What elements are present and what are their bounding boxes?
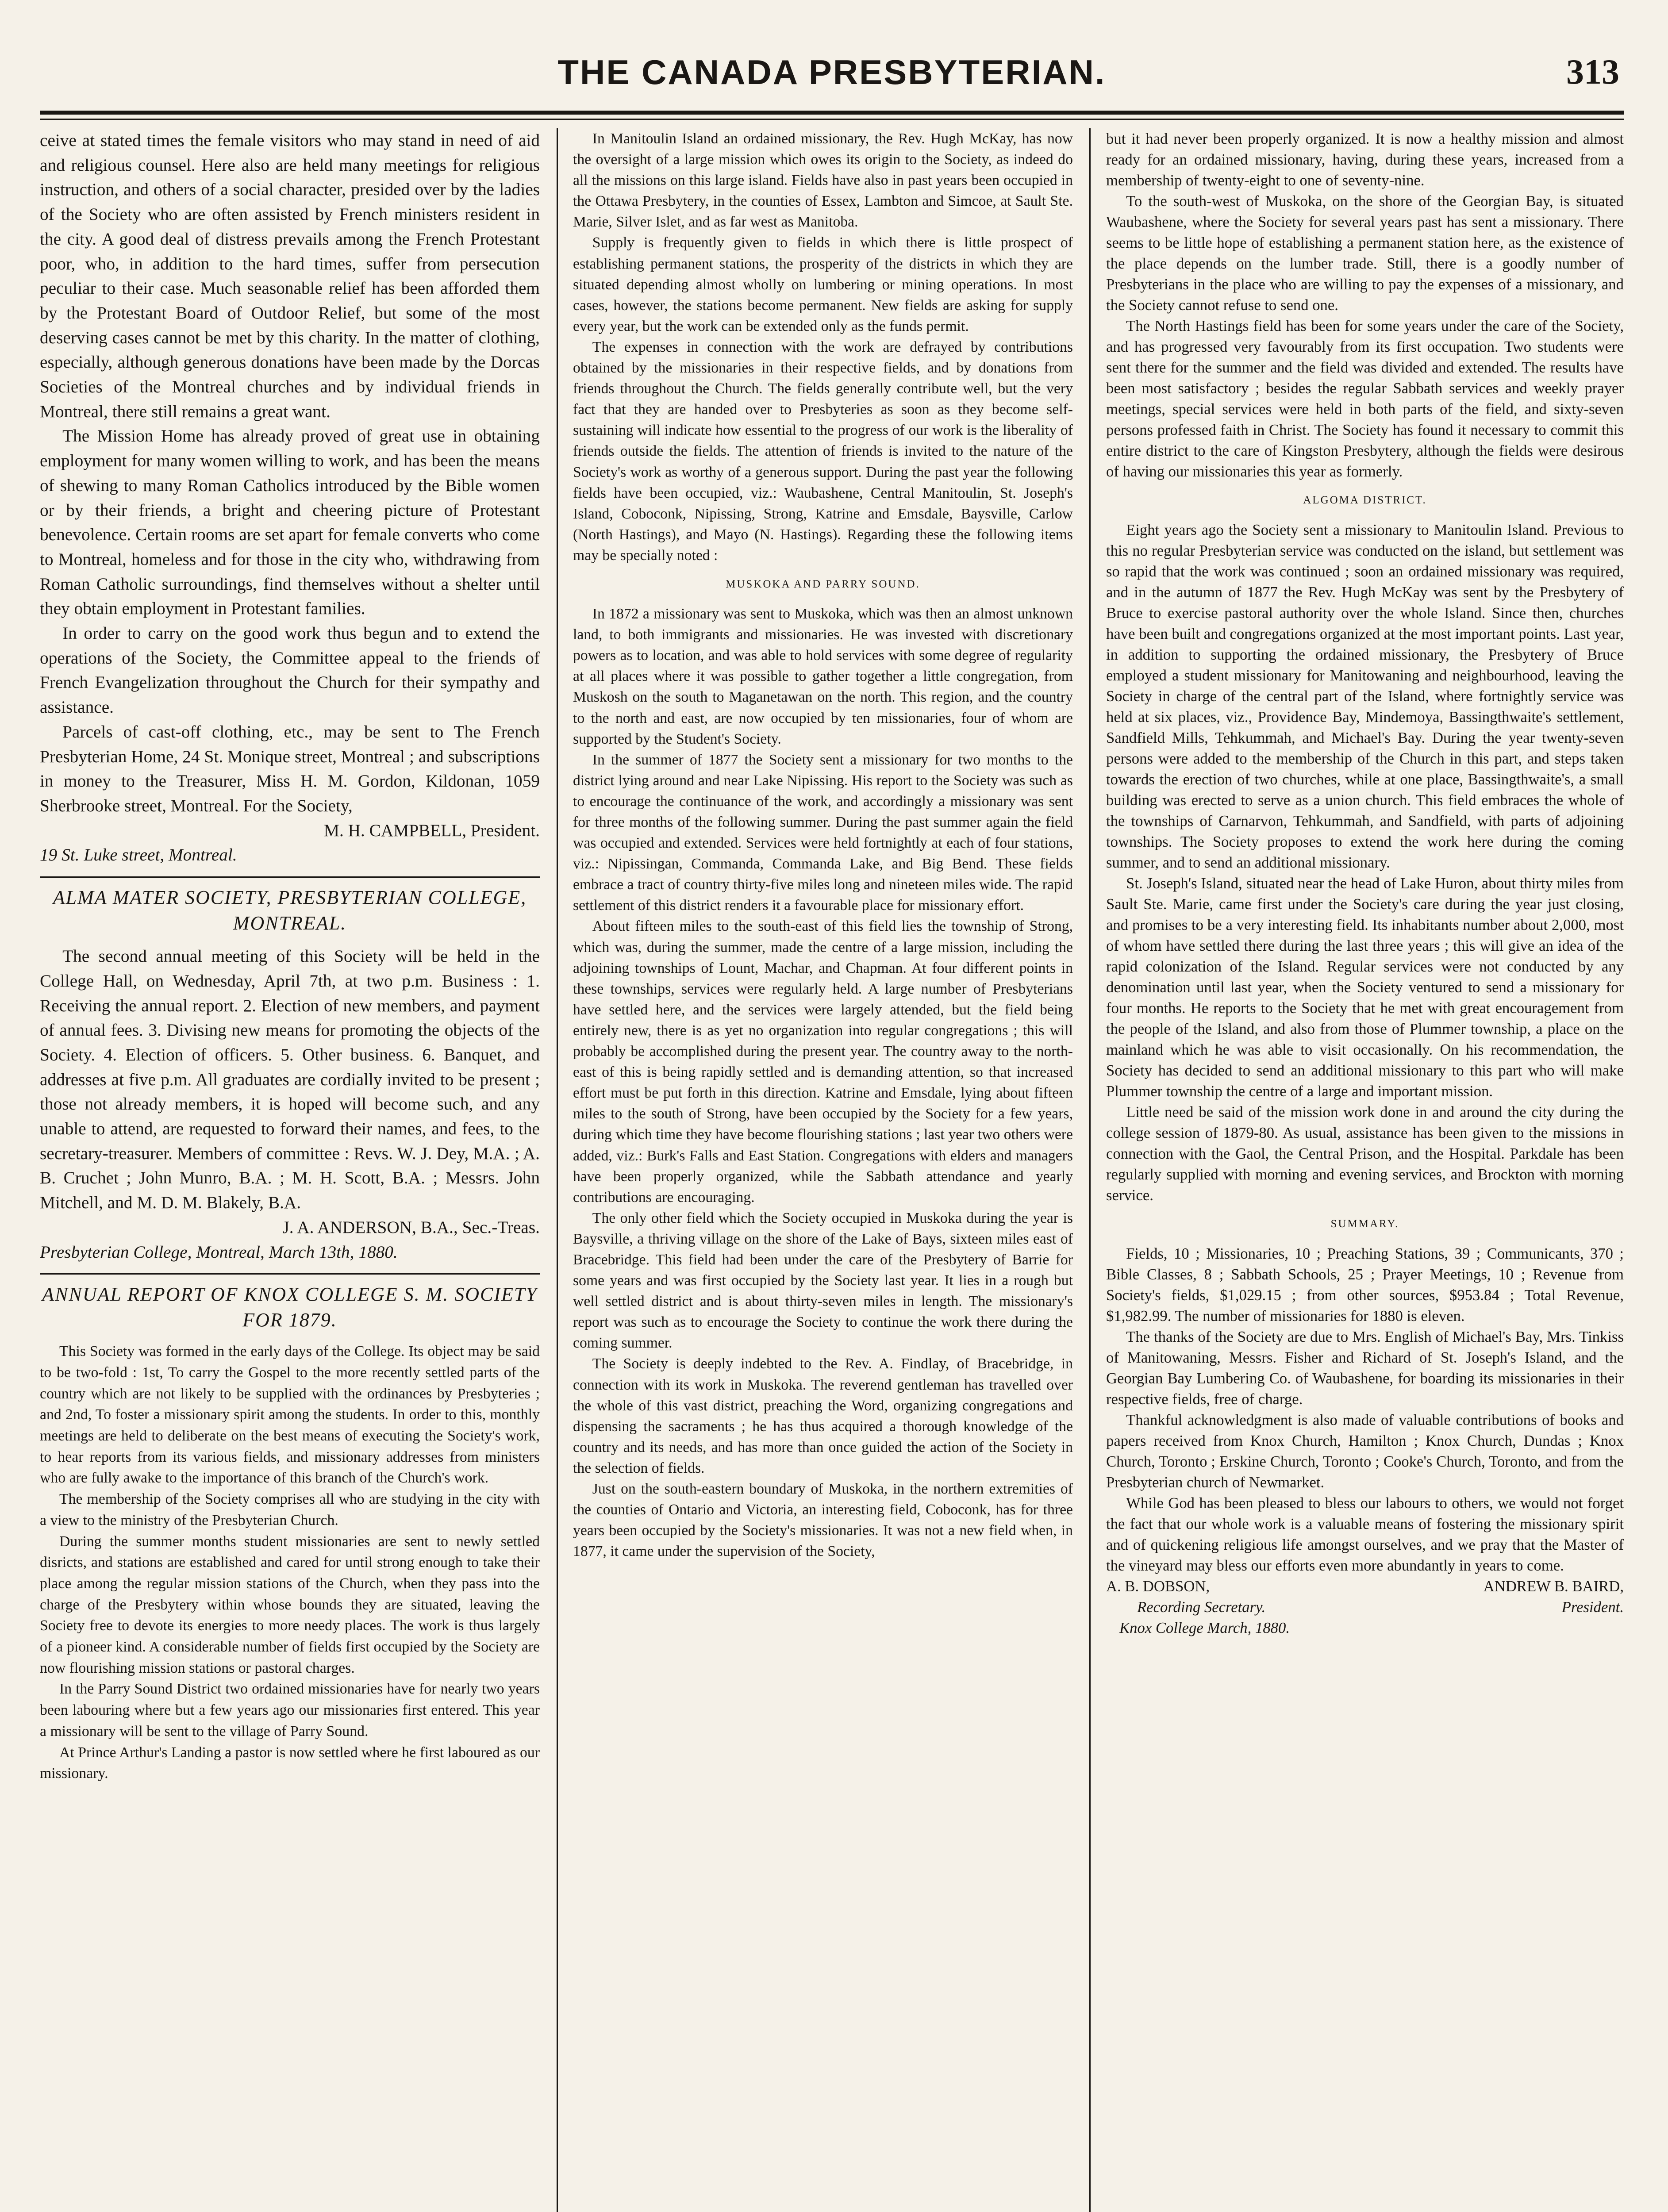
section-subheading: MUSKOKA AND PARRY SOUND. (726, 578, 920, 590)
article-paragraph: In the Parry Sound District two ordained missionaries have for nearly two years been labouring where but a few years ago our missionaries first entered. This year a missionary will be sent to the village of Parry Sound. (40, 1681, 540, 1740)
summary-paragraph: Fields, 10 ; Missionaries, 10 ; Preaching Stations, 39 ; Communicants, 370 ; Bible Classes, 8 ; Sabbath Schools, 25 ; Prayer Meetings, 10 ; Revenue from Society's fields, $1,029.15 ; from other sources, $953.84 ; Total Revenue, $1,982.99. The number of missionaries for 1880 is eleven. (1106, 1245, 1624, 1325)
column-3 (1106, 128, 1624, 2212)
article-paragraph: At Prince Arthur's Landing a pastor is now settled where he first laboured as our missionary. (40, 1744, 540, 1782)
article-paragraph: The North Hastings field has been for some years under the care of the Society, and has progressed very favourably from its first occupation. Two students were sent there for the summer and the field was divided and extended. The results have been most satisfactory ; besides the regular Sabbath services and weekly prayer meetings, special services were held in both parts of the field, and sixty-seven persons professed faith in Christ. The Society has found it necessary to commit this entire district to the care of Kingston Presbytery, although the fields were desirous of having our missionaries this year as formerly. (1106, 317, 1624, 480)
article-paragraph: The only other field which the Society occupied in Muskoka during the year is Baysville, a thriving village on the shore of the Lake of Bays, sixteen miles east of Bracebridge. This field had been under the care of the Presbytery of Barrie for some years and was first occupied by the Society last year. It lies in a rough but well settled district and is about thirty-seven miles in length. The missionary's report was such as to encourage the Society to continue the work there during the coming summer. (573, 1210, 1073, 1352)
article-heading: ANNUAL REPORT OF KNOX COLLEGE S. M. SOCIETY FOR 1879. (42, 1283, 538, 1331)
signature-right-role: President. (1561, 1598, 1624, 1616)
signature-name: M. H. CAMPBELL, President. (324, 820, 540, 840)
signature-left-role: Recording Secretary. (1137, 1598, 1266, 1616)
article-paragraph: The Society is deeply indebted to the Rev. A. Findlay, of Bracebridge, in connection with its work in Muskoka. The reverend gentleman has travelled over the whole of this vast district, preaching the Word, organizing congregations and dispensing the sacraments ; he has thus acquired a thorough knowledge of the country and its needs, and has more than once guided the action of the Society in the selection of fields. (573, 1356, 1073, 1476)
section-separator (40, 1273, 540, 1275)
article-paragraph: In Manitoulin Island an ordained missionary, the Rev. Hugh McKay, has now the oversight of a large mission which owes its origin to the Society, as indeed do all the missions on this large island. Fields have also in past years been occupied in the Ottawa Presbytery, in the counties of Essex, Lambton and Simcoe, at Sault Ste. Marie, Silver Islet, and as far west as Manitoba. (573, 131, 1073, 230)
article-paragraph: The expenses in connection with the work are defrayed by contributions obtained by the missionaries in their respective fields, and by donations from friends throughout the Church. The fields generally contribute well, but the very fact that they are handed over to Presbyteries as soon as they become self-sustaining will indicate how essential to the progress of our work is the liberality of friends outside the fields. The attention of friends is invited to the nature of the Society's work as worthy of a generous support. During the past year the following fields have been occupied, viz.: Waubashene, Central Manitoulin, St. Joseph's Island, Coboconk, Nipissing, Strong, Katrine and Emsdale, Baysville, Carlow (North Hastings), and Mayo (N. Hastings). Regarding these the following items may be specially noted : (573, 338, 1073, 564)
article-paragraph: About fifteen miles to the south-east of this field lies the township of Strong, which was, during the summer, made the centre of a large mission, including the adjoining townships of Lount, Machar, and Chapman. At four different points in these townships, services were regularly held. A large number of Presbyterians have settled here, and the services were largely attended, but the field being entirely new, there is as yet no organization into regular congregations ; this will probably be accomplished during the present year. The country away to the north-east of this is being rapidly settled and is demanding attention, so that increased effort must be put forth in this direction. Katrine and Emsdale, lying about fifteen miles to the south of Strong, have been occupied by the Society for a few years, during which time they have become flourishing stations ; last year two others were added, viz.: Burk's Falls and East Station. Congregations with elders and managers have been properly organized, while the Sabbath attendance and yearly contributions are encouraging. (573, 918, 1073, 1206)
section-subheading: SUMMARY. (1330, 1218, 1399, 1230)
article-heading: ALMA MATER SOCIETY, PRESBYTERIAN COLLEGE, MONTREAL. (53, 887, 527, 934)
article-paragraph: To the south-west of Muskoka, on the shore of the Georgian Bay, is situated Waubashene, where the Society for several years past has sent a missionary. There seems to be little hope of establishing a permanent station here, as the existence of the place depends on the lumber trade. Still, there is a goodly number of Presbyterians in the place who are willing to pay the expenses of a missionary, and the Society cannot refuse to send one. (1106, 192, 1624, 314)
signature-name: J. A. ANDERSON, B.A., Sec.-Treas. (282, 1217, 540, 1237)
signature-right: ANDREW B. BAIRD, (1483, 1578, 1624, 1595)
article-paragraph: Eight years ago the Society sent a missionary to Manitoulin Island. Previous to this no regular Presbyterian service was conducted on the island, but settlement was so rapid that the work was continued ; soon an ordained missionary was required, and in the autumn of 1877 the Rev. Hugh McKay was sent by the Presbytery of Bruce to exercise pastoral authority over the whole Island. Since then, churches have been built and congregations organized at the most important points. Last year, in addition to supporting the ordained missionary, the Presbytery of Bruce employed a student missionary for Manitowaning and neighbourhood, leaving the Society in charge of the central part of the Island, where fortnightly service was held at six places, viz., Providence Bay, Mindemoya, Bassingthwaite's settlement, Sandfield Mills, Tehkummah, and Michael's Bay. During the year twenty-seven persons were added to the membership of the Church in this part, and steps taken towards the erection of two churches, while at one place, Bassingthwaite's, a small building was erected to serve as a union church. This field embraces the whole of the townships of Carnarvon, Tehkummah, and Sandfield, with parts of adjoining townships. The Society proposes to extend the work here during the coming summer, and to send an additional missionary. (1106, 521, 1624, 871)
article-paragraph: The membership of the Society comprises all who are studying in the city with a view to the ministry of the Presbyterian Church. (40, 1491, 540, 1528)
signature-dateline: Presbyterian College, Montreal, March 13th, 1880. (40, 1242, 398, 1262)
signature-roles (1106, 1597, 1624, 1617)
masthead (40, 44, 1624, 111)
page-number: 313 (1566, 53, 1619, 92)
article-paragraph: The thanks of the Society are due to Mrs. English of Michael's Bay, Mrs. Tinkiss of Manitowaning, Messrs. Fisher and Richard of St. Joseph's Island, and the Georgian Bay Lumbering Co. of Waubashene, for boarding its missionaries in their respective fields, free of charge. (1106, 1328, 1624, 1408)
section-separator (40, 876, 540, 878)
article-paragraph: While God has been pleased to bless our labours to others, we would not forget the fact that our whole work is a valuable means of fostering the missionary spirit and of quickening religious life amongst ourselves, and we pray that the Master of the vineyard may bless our efforts even more abundantly in years to come. (1106, 1494, 1624, 1574)
article-paragraph: Parcels of cast-off clothing, etc., may be sent to The French Presbyterian Home, 24 St. Monique street, Montreal ; and subscriptions in money to the Treasurer, Miss H. M. Gordon, Kildonan, 1059 Sherbrooke street, Montreal. For the Society, (40, 722, 540, 815)
header-rule-thin (40, 119, 1624, 120)
article-paragraph: In the summer of 1877 the Society sent a missionary for two months to the district lying around and near Lake Nipissing. His report to the Society was such as to encourage the continuance of the work, and accordingly a missionary was sent for three months of the following summer. During the past summer again the field was occupied and extended. Services were held fortnightly at each of four stations, viz.: Nipissingan, Commanda, Commanda Lake, and Big Bend. These fields embrace a tract of country thirty-five miles long and nineteen miles wide. The rapid settlement of this district renders it a favourable place for missionary effort. (573, 751, 1073, 914)
article-paragraph: Thankful acknowledgment is also made of valuable contributions of books and papers received from Knox Church, Hamilton ; Knox Church, Dundas ; Knox Church, Toronto ; Erskine Church, Toronto ; Cooke's Church, Toronto, and from the Presbyterian church of Newmarket. (1106, 1411, 1624, 1491)
article-paragraph: The second annual meeting of this Society will be held in the College Hall, on Wednesday, April 7th, at two p.m. Business : 1. Receiving the annual report. 2. Election of new members, and payment of annual fees. 3. Divising new means for promoting the objects of the Society. 4. Election of officers. 5. Other business. 6. Banquet, and addresses at five p.m. All graduates are cordially invited to be present ; those not already members, it is hoped will become such, and any unable to attend, are requested to forward their names, and fees, to the secretary-treasurer. Members of committee : Revs. W. J. Dey, M.A. ; A. B. Cruchet ; John Munro, B.A. ; M. H. Scott, B.A. ; Messrs. John Mitchell, and M. D. M. Blakely, B.A. (40, 946, 540, 1213)
signature-block (1106, 1576, 1624, 1597)
section-subheading: ALGOMA DISTRICT. (1303, 494, 1427, 506)
signature-left: A. B. DOBSON, (1106, 1578, 1210, 1595)
header-rule-thick (40, 111, 1624, 115)
article-paragraph: In order to carry on the good work thus begun and to extend the operations of the Society, the Committee appeal to the friends of French Evangelization throughout the Church for their sympathy and assistance. (40, 623, 540, 717)
column-divider (557, 128, 558, 2212)
article-paragraph: ceive at stated times the female visitors who may stand in need of aid and religious counsel. Here also are held many meetings for religious instruction, and others of a social character, presided over by the ladies of the Society who are often assisted by French ministers resident in the city. A good deal of distress prevails among the French Protestant poor, who, in addition to the hard times, suffer from persecution peculiar to their case. Much seasonable relief has been afforded them by the Protestant Board of Outdoor Relief, but some of the most deserving cases cannot be met by this charity. In the matter of clothing, especially, although generous donations have been made by the Dorcas Societies of the Montreal churches and by individual friends in Montreal, there still remains a great want. (40, 131, 540, 421)
article-paragraph: In 1872 a missionary was sent to Muskoka, which was then an almost unknown land, to both immigrants and missionaries. He was invested with discretionary powers as to location, and was able to hold services with some degree of regularity at all places where it was possible to gather together a little congregation, from Muskosh on the south to Maganetawan on the north. This region, and the country to the north and east, are now occupied by ten missionaries, four of whom are supported by the Student's Society. (573, 606, 1073, 747)
article-paragraph: St. Joseph's Island, situated near the head of Lake Huron, about thirty miles from Sault Ste. Marie, came first under the Society's care during the year just closing, and promises to be a very interesting field. Its inhabitants number about 2,000, most of whom have settled there during the last three years ; this will give an idea of the rapid colonization of the Island. Regular services were not conducted by any denomination until last year, when the Society ventured to send a missionary for four months. He reports to the Society that he met with great encouragement from the people of the Island, and also from those of Plummer township, a place on the mainland which he was able to visit occasionally. On his recommendation, the Society has decided to send an additional missionary to this part who will make Plummer township the centre of a large and important mission. (1106, 875, 1624, 1100)
report-body (40, 1341, 540, 1784)
article-paragraph: but it had never been properly organized. It is now a healthy mission and almost ready for an ordained missionary, having, during these years, increased from a membership of twenty-eight to one of seventy-nine. (1106, 130, 1624, 189)
article-paragraph: Supply is frequently given to fields in which there is little prospect of establishing permanent stations, the prosperity of the districts in which they are situated depending almost wholly on lumbering or mining operations. In most cases, however, the stations become permanent. New fields are asking for supply every year, but the work can be extended only as the funds permit. (573, 234, 1073, 334)
signature-dateline: Knox College March, 1880. (1119, 1619, 1290, 1636)
article-paragraph: This Society was formed in the early days of the College. Its object may be said to be two-fold : 1st, To carry the Gospel to the more recently settled parts of the country which are not likely to be supplied with the ordinances by Presbyteries ; and 2nd, To foster a missionary spirit among the students. In order to this, monthly meetings are held to deliberate on the best means of executing the Society's work, to hear reports from its various fields, and missionary addresses from ministers who are fully awake to the importance of this branch of the Church's work. (40, 1343, 540, 1486)
article-paragraph: Little need be said of the mission work done in and around the city during the college session of 1879-80. As usual, assistance has been given to the missions in connection with the Gaol, the Central Prison, and the Hospital. Parkdale has been regularly supplied with morning and evening services, and Brockton with morning service. (1106, 1103, 1624, 1204)
newspaper-title: THE CANADA PRESBYTERIAN. (557, 53, 1106, 92)
column-1 (40, 128, 540, 2212)
column-divider (1089, 128, 1091, 2212)
article-paragraph: The Mission Home has already proved of great use in obtaining employment for many women willing to work, and has been the means of shewing to many Roman Catholics introduced by the Bible women or by their friends, a bright and cheering picture of Protestant benevolence. Certain rooms are set apart for female converts who come to Montreal, homeless and for those in the city who, withdrawing from Roman Catholic surroundings, find themselves without a shelter until they obtain employment in Protestant families. (40, 426, 540, 618)
signature-address: 19 St. Luke street, Montreal. (40, 845, 237, 865)
article-paragraph: During the summer months student missionaries are sent to newly settled disricts, and stations are established and cared for until strong enough to take their place among the regular mission stations of the Church, when they pass into the charge of the Presbytery within whose bounds they are situated, leaving the Society free to devote its energies to more needy places. The work is thus largely of a pioneer kind. A considerable number of fields first occupied by the Society are now flourishing mission stations or pastoral charges. (40, 1533, 540, 1676)
column-2 (573, 128, 1073, 2212)
article-paragraph: Just on the south-eastern boundary of Muskoka, in the northern extremities of the counties of Ontario and Victoria, an interesting field, Coboconk, has for three years been occupied by the Society's missionaries. It was not a new field when, in 1877, it came under the supervision of the Society, (573, 1481, 1073, 1560)
